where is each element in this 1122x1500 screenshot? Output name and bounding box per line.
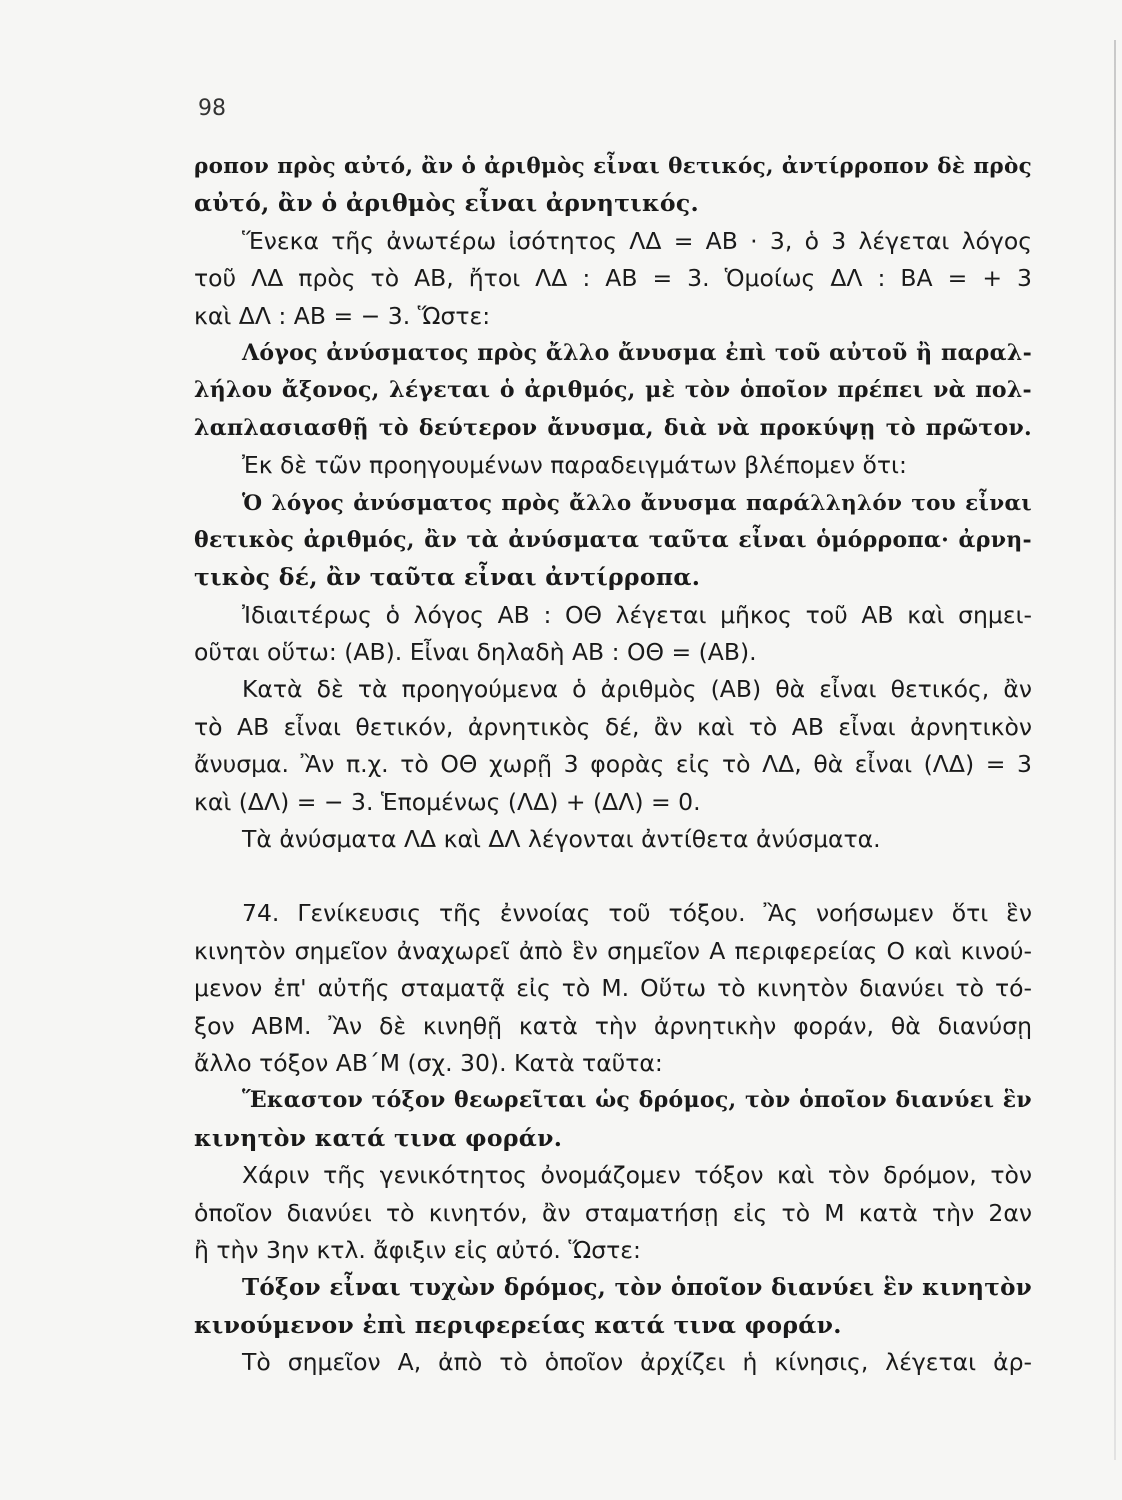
text-line: 74. Γενίκευσις τῆς ἐννοίας τοῦ τόξου. Ἂς νοήσωμεν ὅτι ἓν [242, 899, 1032, 928]
text-body [194, 148, 1032, 1382]
text-line: κινητὸν κατά τινα φοράν. [194, 1123, 563, 1152]
text-line: καὶ (ΔΛ) = − 3. Ἑπομένως (ΛΔ) + (ΔΛ) = 0. [194, 787, 701, 816]
text-line: λαπλασιασθῇ τὸ δεύτερον ἄνυσμα, διὰ νὰ προκύψῃ τὸ πρῶτον. [194, 414, 1032, 441]
text-line: τὸ ΑΒ εἶναι θετικόν, ἀρνητικὸς δέ, ἂν καὶ τὸ ΑΒ εἶναι ἀρνητικὸν [194, 712, 1032, 741]
text-line: αὐτό, ἂν ὁ ἀριθμὸς εἶναι ἀρνητικός. [194, 189, 699, 218]
text-line: κινητὸν σημεῖον ἀναχωρεῖ ἀπὸ ἓν σημεῖον Α περιφερείας Ο καὶ κινού- [194, 936, 1032, 965]
text-line: λήλου ἄξονος, λέγεται ὁ ἀριθμός, μὲ τὸν ὁποῖον πρέπει νὰ πολ- [194, 377, 1032, 404]
section-gap [194, 858, 1032, 895]
text-line: τικὸς δέ, ἂν ταῦτα εἶναι ἀντίρροπα. [194, 563, 701, 592]
text-line: Ὁ λόγος ἀνύσματος πρὸς ἄλλο ἄνυσμα παράλληλόν του εἶναι [242, 490, 1032, 516]
page-spine-edge [1114, 40, 1116, 1460]
text-line: ἄνυσμα. Ἂν π.χ. τὸ ΟΘ χωρῇ 3 φορὰς εἰς τὸ ΛΔ, θὰ εἶναι (ΛΔ) = 3 [194, 750, 1032, 779]
text-line: Ἕκαστον τόξον θεωρεῖται ὡς δρόμος, τὸν ὁποῖον διανύει ἓν [242, 1087, 1032, 1114]
text-line: κινούμενον ἐπὶ περιφερείας κατά τινα φοράν. [194, 1310, 842, 1339]
page-number: 98 [198, 96, 226, 121]
text-line: ἄλλο τόξον ΑΒ΄Μ (σχ. 30). Κατὰ ταῦτα: [194, 1048, 663, 1077]
text-line: καὶ ΔΛ : ΑΒ = − 3. Ὥστε: [194, 301, 491, 330]
text-line: ὁποῖον διανύει τὸ κινητόν, ἂν σταματήσῃ εἰς τὸ Μ κατὰ τὴν 2αν [194, 1198, 1032, 1227]
text-line: ἢ τὴν 3ην κτλ. ἄφιξιν εἰς αὐτό. Ὥστε: [194, 1235, 641, 1264]
text-line: Λόγος ἀνύσματος πρὸς ἄλλο ἄνυσμα ἐπὶ τοῦ αὐτοῦ ἢ παραλ- [242, 339, 1032, 366]
text-line: μενον ἐπ' αὐτῆς σταματᾷ εἰς τὸ Μ. Οὕτω τὸ κινητὸν διανύει τὸ τό- [194, 974, 1032, 1003]
text-line: οῦται οὕτω: (ΑΒ). Εἶναι δηλαδὴ ΑΒ : ΟΘ = (ΑΒ). [194, 638, 757, 667]
text-line: Τόξον εἶναι τυχὼν δρόμος, τὸν ὁποῖον διανύει ἓν κινητὸν [242, 1274, 1032, 1302]
text-line: τοῦ ΛΔ πρὸς τὸ ΑΒ, ἤτοι ΛΔ : ΑΒ = 3. Ὁμοίως ΔΛ : ΒΑ = + 3 [194, 264, 1032, 293]
text-line: Ἕνεκα τῆς ἀνωτέρω ἰσότητος ΛΔ = ΑΒ · 3, ὁ 3 λέγεται λόγος [242, 226, 1032, 255]
text-line: Χάριν τῆς γενικότητος ὀνομάζομεν τόξον καὶ τὸν δρόμον, τὸν [242, 1161, 1032, 1190]
text-line: Τὰ ἀνύσματα ΛΔ καὶ ΔΛ λέγονται ἀντίθετα ἀνύσματα. [242, 825, 881, 854]
text-line: ροπον πρὸς αὐτό, ἂν ὁ ἀριθμὸς εἶναι θετικός, ἀντίρροπον δὲ πρὸς [194, 154, 1032, 179]
text-line: Ἰδιαιτέρως ὁ λόγος ΑΒ : ΟΘ λέγεται μῆκος τοῦ ΑΒ καὶ σημει- [242, 600, 1032, 629]
text-line: θετικὸς ἀριθμός, ἂν τὰ ἀνύσματα ταῦτα εἶναι ὁμόρροπα· ἀρνη- [194, 526, 1032, 553]
text-line: ξον ΑΒΜ. Ἂν δὲ κινηθῇ κατὰ τὴν ἀρνητικὴν φοράν, θὰ διανύσῃ [194, 1011, 1032, 1040]
text-line: Κατὰ δὲ τὰ προηγούμενα ὁ ἀριθμὸς (ΑΒ) θὰ εἶναι θετικός, ἂν [242, 675, 1032, 704]
text-line: Τὸ σημεῖον Α, ἀπὸ τὸ ὁποῖον ἀρχίζει ἡ κίνησις, λέγεται ἀρ- [242, 1348, 1032, 1377]
text-line: Ἐκ δὲ τῶν προηγουμένων παραδειγμάτων βλέπομεν ὅτι: [242, 451, 907, 480]
